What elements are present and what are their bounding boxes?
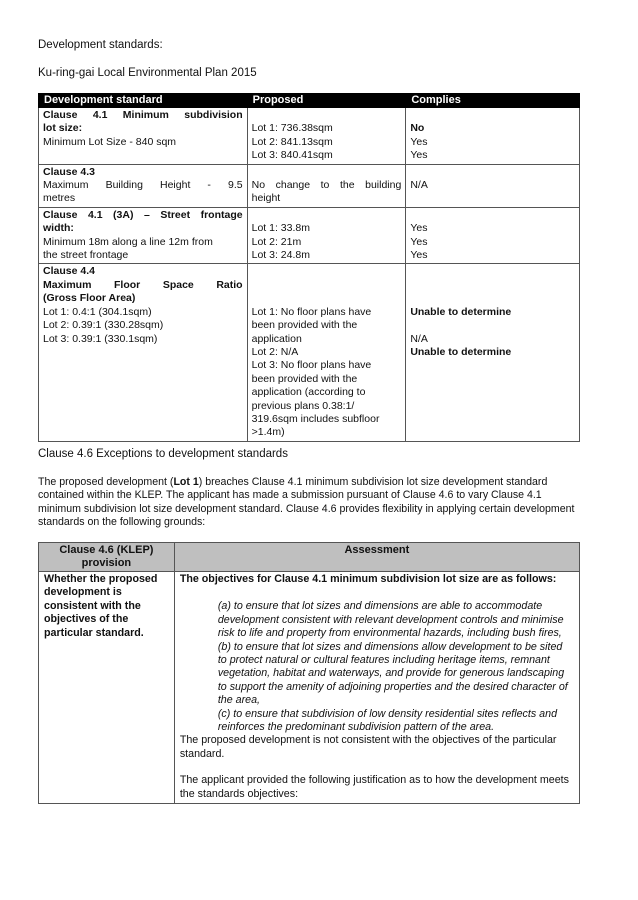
provision-line: objectives of the bbox=[44, 613, 129, 626]
header-complies: Complies bbox=[406, 94, 580, 108]
header-assessment: Assessment bbox=[174, 543, 579, 572]
std-line: (Gross Floor Area) bbox=[43, 292, 136, 305]
std-line: Clause 4.4 bbox=[43, 265, 95, 278]
table-row bbox=[39, 164, 580, 207]
provision-cell bbox=[39, 572, 175, 804]
std-line: lot size: bbox=[43, 122, 83, 135]
proposed-line: Lot 3: 840.41sqm bbox=[251, 149, 333, 162]
para-part1: The proposed development ( bbox=[38, 476, 174, 488]
std-line: Maximum Building Height - 9.5 bbox=[43, 179, 243, 192]
std-line: Maximum Floor Space Ratio bbox=[43, 278, 243, 291]
complies-line: N/A bbox=[410, 332, 428, 345]
proposed-line: No change to the building bbox=[251, 179, 402, 192]
std-line: Clause 4.3 bbox=[43, 165, 95, 178]
table-row bbox=[39, 108, 580, 165]
complies-line: Yes bbox=[410, 149, 428, 162]
justification-text: The applicant provided the following justification as to how the development meets the standards objectives: bbox=[179, 774, 569, 800]
complies-line: Yes bbox=[410, 222, 428, 235]
complies-line: Yes bbox=[410, 249, 428, 262]
std-line: Lot 2: 0.39:1 (330.28sqm) bbox=[43, 319, 164, 332]
provision-line: development is bbox=[44, 586, 122, 599]
heading-development-standards: Development standards: bbox=[38, 39, 163, 51]
proposed-line: Lot 1: 33.8m bbox=[251, 222, 310, 235]
proposed-line: height bbox=[251, 192, 281, 205]
header-proposed: Proposed bbox=[247, 94, 406, 108]
complies-line: Unable to determine bbox=[410, 345, 512, 358]
header-development-standard: Development standard bbox=[39, 94, 248, 108]
proposed-line: Lot 2: N/A bbox=[251, 345, 299, 358]
clause-4-6-table bbox=[38, 542, 580, 804]
proposed-line: Lot 1: 736.38sqm bbox=[251, 122, 333, 135]
std-cell bbox=[39, 207, 248, 264]
spacer bbox=[180, 761, 574, 774]
proposed-cell bbox=[247, 164, 406, 207]
complies-line: Yes bbox=[410, 135, 428, 148]
provision-line: Whether the proposed bbox=[44, 573, 158, 585]
proposed-line: been provided with the bbox=[251, 319, 358, 332]
std-line: Lot 1: 0.4:1 (304.1sqm) bbox=[43, 305, 152, 318]
proposed-cell bbox=[247, 108, 406, 165]
table-row bbox=[39, 207, 580, 264]
proposed-line bbox=[252, 265, 402, 278]
provision-line: consistent with the bbox=[44, 599, 141, 612]
complies-line bbox=[410, 319, 575, 332]
proposed-line: been provided with the bbox=[251, 372, 358, 385]
complies-cell bbox=[406, 264, 580, 441]
proposed-line: application bbox=[251, 332, 302, 345]
table-header-row bbox=[39, 94, 580, 108]
proposed-line: previous plans 0.38:1/ bbox=[251, 399, 355, 412]
header-provision: Clause 4.6 (KLEP) provision bbox=[39, 543, 175, 572]
proposed-line bbox=[252, 279, 402, 292]
proposed-line: Lot 3: 24.8m bbox=[251, 249, 310, 262]
intro-paragraph bbox=[38, 476, 584, 530]
objectives-list bbox=[180, 600, 574, 734]
std-line: the street frontage bbox=[43, 249, 129, 262]
objective-b: (b) to ensure that lot sizes and dimensions allow development to be sited to protect natural or cultural features including heritage items, remnant vegetation, habitat and waterways, and provide for generous landscaping to support the amenity of adjoining properties and the desired character of the area, bbox=[217, 640, 568, 707]
std-cell bbox=[39, 164, 248, 207]
std-line: metres bbox=[43, 192, 76, 205]
proposed-line bbox=[252, 292, 402, 305]
complies-line bbox=[410, 166, 575, 179]
proposed-line: application (according to bbox=[251, 386, 366, 399]
complies-cell bbox=[406, 207, 580, 264]
std-line: Minimum Lot Size - 840 sqm bbox=[43, 135, 177, 148]
proposed-line bbox=[252, 109, 402, 122]
proposed-line: >1.4m) bbox=[251, 426, 285, 439]
proposed-line: Lot 1: No floor plans have bbox=[251, 305, 372, 318]
table-header-row bbox=[39, 543, 580, 572]
proposed-line: Lot 2: 841.13sqm bbox=[251, 135, 333, 148]
complies-line: Yes bbox=[410, 235, 428, 248]
objective-a: (a) to ensure that lot sizes and dimensions are able to accommodate development consistent with relevant development controls and minimise risk to life and property from environmental hazards, including bush fires, bbox=[217, 600, 564, 640]
complies-line bbox=[410, 279, 575, 292]
proposed-cell bbox=[247, 207, 406, 264]
objectives-heading: The objectives for Clause 4.1 minimum subdivision lot size are as follows: bbox=[179, 573, 557, 585]
proposed-line bbox=[252, 209, 402, 222]
complies-line: Unable to determine bbox=[410, 305, 512, 318]
development-standards-table bbox=[38, 93, 580, 442]
proposed-line: Lot 3: No floor plans have bbox=[251, 359, 372, 372]
heading-lep: Ku-ring-gai Local Environmental Plan 2015 bbox=[38, 67, 257, 79]
std-line: Clause 4.1 Minimum subdivision bbox=[43, 109, 243, 121]
objective-c: (c) to ensure that subdivision of low density residential sites reflects and reinforces the predominant subdivision pattern of the area. bbox=[217, 707, 558, 734]
table-row bbox=[39, 264, 580, 441]
heading-clause-4-6: Clause 4.6 Exceptions to development standards bbox=[38, 448, 288, 460]
complies-line bbox=[410, 292, 575, 305]
std-line: Clause 4.1 (3A) – Street frontage bbox=[43, 208, 243, 221]
proposed-line: 319.6sqm includes subfloor bbox=[251, 412, 380, 425]
std-cell bbox=[39, 264, 248, 441]
complies-line bbox=[410, 109, 575, 122]
std-line: width: bbox=[43, 222, 74, 235]
std-line: Lot 3: 0.39:1 (330.1sqm) bbox=[43, 332, 158, 345]
provision-line: particular standard. bbox=[44, 626, 144, 639]
assessment-cell bbox=[174, 572, 579, 804]
table-row bbox=[39, 572, 580, 804]
complies-line: No bbox=[410, 122, 425, 135]
complies-line: N/A bbox=[410, 179, 428, 192]
std-cell bbox=[39, 108, 248, 165]
proposed-cell bbox=[247, 264, 406, 441]
complies-line bbox=[410, 209, 575, 222]
not-consistent-text: The proposed development is not consistent with the objectives of the particular standard. bbox=[179, 734, 557, 760]
complies-cell bbox=[406, 164, 580, 207]
std-line: Minimum 18m along a line 12m from bbox=[43, 235, 213, 248]
para-bold-lot: Lot 1 bbox=[173, 476, 199, 488]
proposed-line: Lot 2: 21m bbox=[251, 235, 302, 248]
complies-line bbox=[410, 265, 575, 278]
proposed-line bbox=[252, 166, 402, 179]
para-part2: ) breaches Clause 4.1 minimum subdivision lot size development standard contained within the KLEP. The applicant has made a submission pursuant of Clause 4.6 to vary Clause 4.1 minimum subdivision lot size development standard. Clause 4.6 provides flexibility in applying certain development standards on the following grounds: bbox=[38, 476, 575, 529]
complies-cell bbox=[406, 108, 580, 165]
